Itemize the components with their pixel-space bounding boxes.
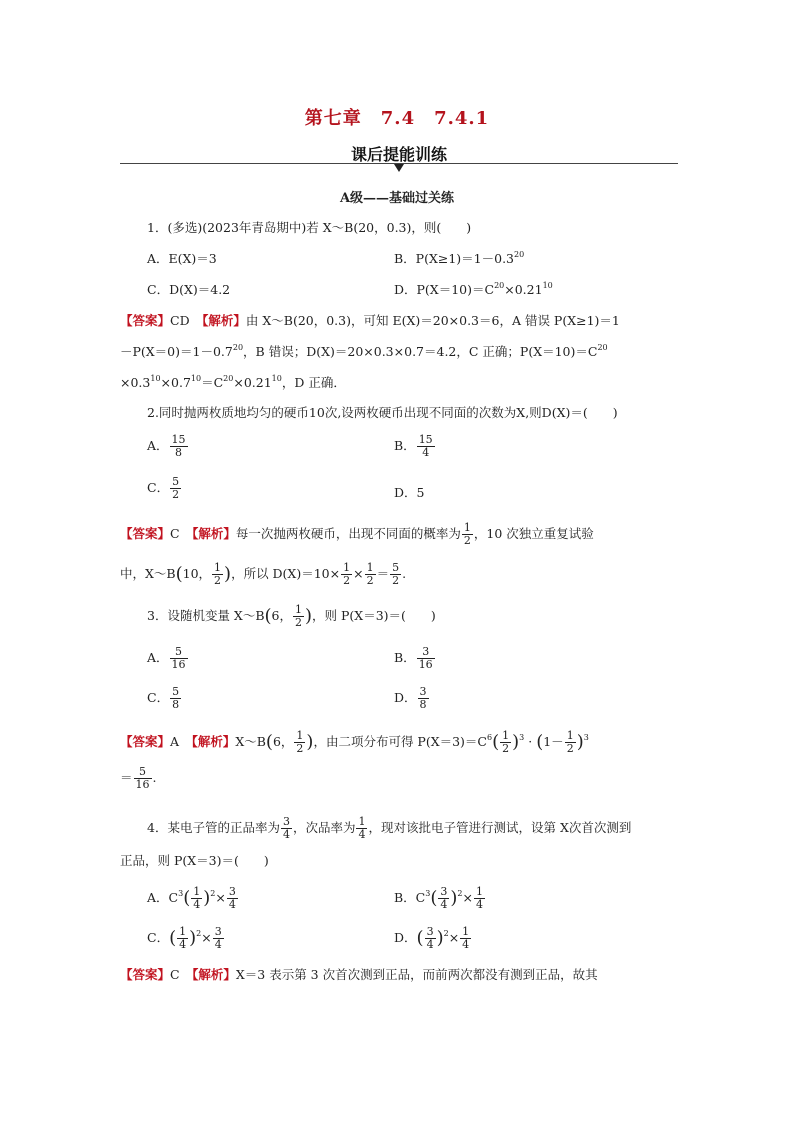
q3-answer-line2: ＝ $\frac{5}{16}$ . bbox=[120, 765, 157, 791]
triangle-marker-icon bbox=[394, 164, 404, 172]
chapter-title: 第七章 7.4 7.4.1 bbox=[304, 108, 490, 129]
q3-option-d: D． $\frac{3}{8}$ bbox=[394, 685, 427, 711]
q2-stem: 2.同时抛两枚质地均匀的硬币10次,设两枚硬币出现不同面的次数为X,则D(X)＝( ) bbox=[147, 405, 618, 420]
subtitle: 课后提能训练 bbox=[350, 145, 447, 164]
q3-option-b: B． $\frac{3}{16}$ bbox=[394, 645, 433, 671]
q4-option-d: D．( $\frac{3}{4}$ )$^2$× $\frac{1}{4}$ bbox=[394, 925, 470, 951]
q4-option-b: B．$C^3$( $\frac{3}{4}$ )$^2$× $\frac{1}{4}$ bbox=[394, 885, 483, 911]
q1-stem: 1．(多选)(2023年青岛期中)若 X～B(20，0.3)，则( ) bbox=[147, 220, 472, 235]
subtitle-block bbox=[120, 142, 678, 174]
q3-option-c: C． $\frac{5}{8}$ bbox=[147, 685, 180, 711]
q4-answer-line1: 【答案】C 【解析】X＝3 表示第 3 次首次测到正品，而前两次都没有测到正品，故其 bbox=[120, 967, 598, 982]
q4-option-c: C．( $\frac{1}{4}$ )$^2$× $\frac{3}{4}$ bbox=[147, 925, 222, 951]
q2-option-a: A． $\frac{15}{8}$ bbox=[147, 433, 186, 459]
q1-option-b: B．$P(X\ge 1)=1-0.3^{20}$ bbox=[394, 250, 525, 266]
q1-answer-line3: $\times 0.3^{10}\times 0.7^{10}=C^{20}\times 0.21^{10}$，D 正确． bbox=[120, 374, 346, 390]
level-heading: A级——基础过关练 bbox=[339, 191, 455, 206]
q4-option-a: A．$C^3$( $\frac{1}{4}$ )$^2$× $\frac{3}{4}$ bbox=[147, 885, 236, 911]
q2-answer-line2: 中，X～B(10， $\frac{1}{2}$ )，所以 D(X)＝10× $\frac{1}{2}$ × $\frac{1}{2}$ ＝ $\frac{5}{2}$ . bbox=[120, 561, 407, 587]
q3-option-a: A． $\frac{5}{16}$ bbox=[147, 645, 186, 671]
q2-option-c: C． $\frac{5}{2}$ bbox=[147, 475, 180, 501]
q2-option-b: B． $\frac{15}{4}$ bbox=[394, 433, 433, 459]
q1-option-a: A．E(X)＝3 bbox=[147, 251, 217, 266]
q1-option-c: C．D(X)＝4.2 bbox=[147, 282, 231, 297]
q1-option-d: D．$P(X=10)=C^{20}\times 0.21^{10}$ bbox=[394, 281, 553, 297]
q3-answer-line1: 【答案】A 【解析】X～B(6， $\frac{1}{2}$ )，由二项分布可得 $P(X=3)=C^6$( $\frac{1}{2}$ )$^3$ · (1－ $\frac{1}{2}$ )$^3$ bbox=[120, 729, 589, 755]
q3-stem: 3．设随机变量 X～B(6， $\frac{1}{2}$ )，则 P(X＝3)＝( ) bbox=[147, 603, 436, 629]
q2-answer-line1: 【答案】C 【解析】每一次抛两枚硬币，出现不同面的概率为 $\frac{1}{2}$ ，10 次独立重复试验 bbox=[120, 521, 594, 547]
q4-stem-line1: 4．某电子管的正品率为 $\frac{3}{4}$ ，次品率为 $\frac{1}{4}$ ，现对该批电子管进行测试，设第 X次首次测到 bbox=[147, 815, 632, 841]
q4-stem-line2: 正品，则 P(X＝3)＝( ) bbox=[120, 853, 269, 868]
q1-answer-line2: $-P(X=0)=1-0.7^{20}$，B 错误；D(X)＝20×0.3×0.7＝4.2，C 正确；$P(X=10)=C^{20}$ bbox=[120, 343, 608, 359]
q2-option-d: D．5 bbox=[394, 485, 425, 500]
q1-answer-line1: 【答案】CD 【解析】由 X～B(20，0.3)，可知 E(X)＝20×0.3＝6，A 错误 P(X≥1)＝1 bbox=[120, 313, 620, 328]
